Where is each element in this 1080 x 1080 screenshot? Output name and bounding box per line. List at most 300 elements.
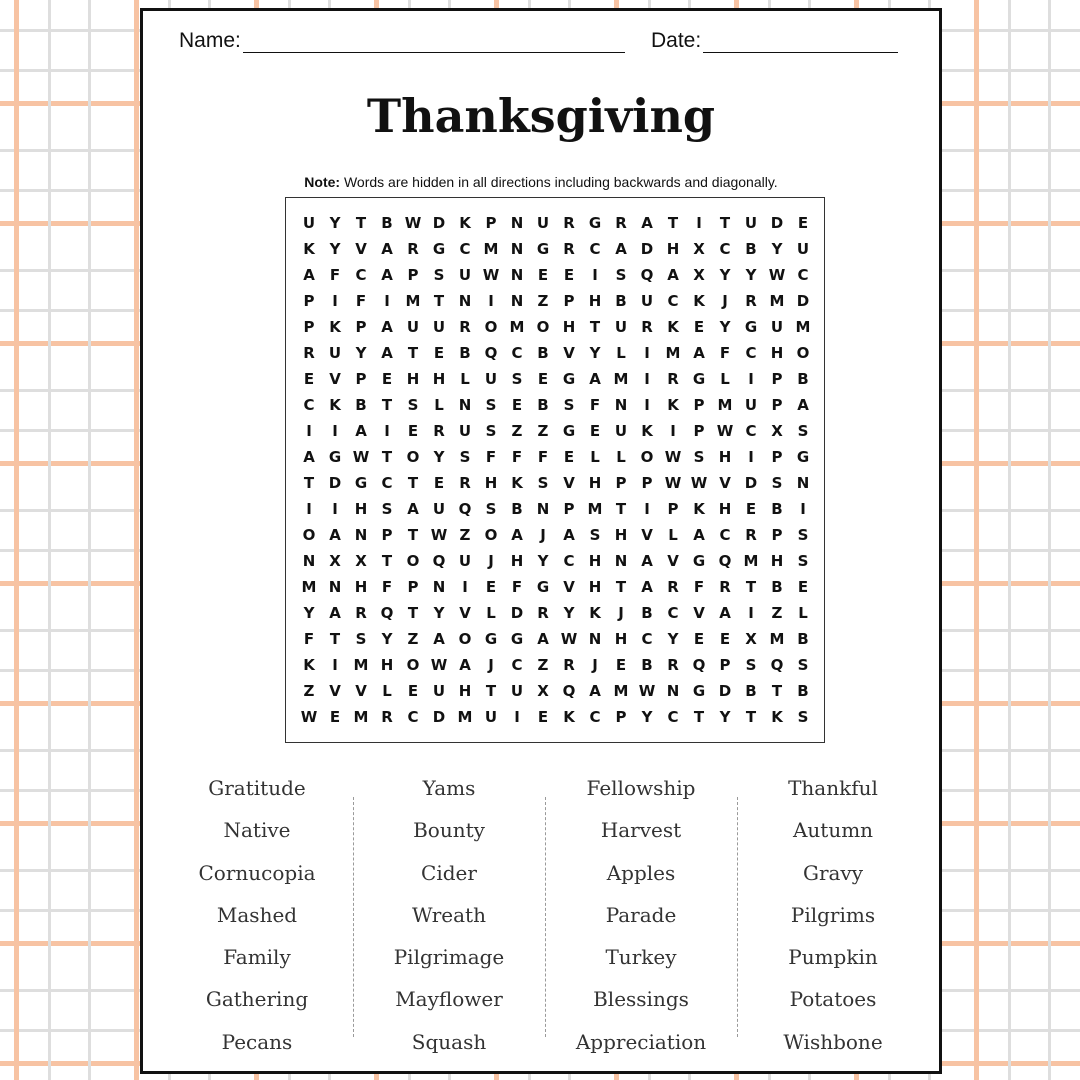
grid-letter[interactable]: T	[615, 578, 627, 596]
grid-letter[interactable]: T	[381, 448, 393, 466]
grid-letter[interactable]: M	[301, 578, 317, 596]
grid-letter[interactable]: Z	[407, 630, 419, 648]
grid-letter[interactable]: Z	[537, 422, 549, 440]
grid-letter[interactable]: C	[667, 292, 679, 310]
grid-letter[interactable]: F	[381, 578, 393, 596]
grid-letter[interactable]: R	[667, 656, 679, 674]
grid-letter[interactable]: R	[719, 578, 731, 596]
grid-letter[interactable]: E	[511, 396, 523, 414]
grid-letter[interactable]: S	[485, 422, 497, 440]
grid-letter[interactable]: C	[511, 344, 523, 362]
grid-letter[interactable]: I	[748, 370, 754, 388]
grid-letter[interactable]: G	[744, 318, 758, 336]
grid-letter[interactable]: B	[745, 682, 757, 700]
grid-letter[interactable]: H	[770, 344, 784, 362]
grid-letter[interactable]: G	[796, 448, 810, 466]
grid-letter[interactable]: U	[432, 500, 446, 518]
grid-letter[interactable]: L	[382, 682, 392, 700]
grid-letter[interactable]: P	[485, 214, 497, 232]
grid-letter[interactable]: V	[641, 526, 653, 544]
grid-letter[interactable]: X	[771, 422, 783, 440]
grid-letter[interactable]: O	[406, 448, 420, 466]
grid-letter[interactable]: W	[690, 474, 708, 492]
grid-letter[interactable]: R	[667, 370, 679, 388]
grid-letter[interactable]: U	[744, 214, 758, 232]
grid-letter[interactable]: S	[745, 656, 757, 674]
grid-letter[interactable]: M	[613, 370, 629, 388]
grid-letter[interactable]: I	[644, 344, 650, 362]
grid-letter[interactable]: H	[666, 240, 680, 258]
grid-letter[interactable]: T	[433, 292, 445, 310]
grid-letter[interactable]: E	[615, 656, 627, 674]
grid-letter[interactable]: X	[329, 552, 341, 570]
grid-letter[interactable]: U	[432, 318, 446, 336]
grid-letter[interactable]: A	[303, 266, 315, 284]
grid-letter[interactable]: U	[770, 318, 784, 336]
grid-letter[interactable]: J	[540, 526, 546, 544]
grid-letter[interactable]: G	[432, 240, 446, 258]
grid-letter[interactable]: P	[303, 318, 315, 336]
grid-letter[interactable]: D	[640, 240, 654, 258]
grid-letter[interactable]: S	[797, 422, 809, 440]
grid-letter[interactable]: P	[407, 266, 419, 284]
grid-letter[interactable]: R	[355, 604, 367, 622]
grid-letter[interactable]: T	[485, 682, 497, 700]
grid-letter[interactable]: F	[537, 448, 549, 466]
grid-letter[interactable]: P	[771, 448, 783, 466]
grid-letter[interactable]: P	[771, 370, 783, 388]
grid-letter[interactable]: V	[329, 682, 341, 700]
grid-letter[interactable]: H	[432, 370, 446, 388]
grid-letter[interactable]: O	[406, 656, 420, 674]
grid-letter[interactable]: N	[510, 266, 524, 284]
grid-letter[interactable]: O	[796, 344, 810, 362]
grid-letter[interactable]: L	[590, 448, 600, 466]
grid-letter[interactable]: F	[511, 578, 523, 596]
date-field[interactable]	[651, 29, 898, 53]
grid-letter[interactable]: U	[458, 552, 472, 570]
grid-letter[interactable]: T	[355, 214, 367, 232]
grid-letter[interactable]: D	[432, 708, 446, 726]
grid-letter[interactable]: C	[719, 240, 731, 258]
grid-letter[interactable]: M	[353, 656, 369, 674]
grid-letter[interactable]: K	[329, 396, 341, 414]
grid-letter[interactable]: Y	[537, 552, 549, 570]
grid-letter[interactable]: R	[563, 214, 575, 232]
grid-letter[interactable]: S	[433, 266, 445, 284]
grid-letter[interactable]: R	[381, 708, 393, 726]
grid-letter[interactable]: K	[641, 422, 653, 440]
grid-letter[interactable]: G	[328, 448, 342, 466]
grid-letter[interactable]: P	[693, 396, 705, 414]
grid-letter[interactable]: I	[748, 448, 754, 466]
grid-letter[interactable]: I	[332, 422, 338, 440]
grid-letter[interactable]: K	[459, 214, 471, 232]
grid-letter[interactable]: T	[589, 318, 601, 336]
grid-letter[interactable]: M	[405, 292, 421, 310]
grid-letter[interactable]: T	[407, 344, 419, 362]
grid-letter[interactable]: K	[693, 292, 705, 310]
grid-letter[interactable]: F	[485, 448, 497, 466]
grid-letter[interactable]: C	[355, 266, 367, 284]
grid-letter[interactable]: L	[616, 448, 626, 466]
grid-letter[interactable]: E	[303, 370, 315, 388]
grid-letter[interactable]: W	[352, 448, 370, 466]
grid-letter[interactable]: Y	[381, 630, 393, 648]
grid-letter[interactable]: J	[592, 656, 598, 674]
grid-letter[interactable]: M	[509, 318, 525, 336]
grid-letter[interactable]: B	[641, 604, 653, 622]
grid-letter[interactable]: E	[407, 682, 419, 700]
grid-letter[interactable]: T	[745, 708, 757, 726]
grid-letter[interactable]: C	[589, 240, 601, 258]
grid-letter[interactable]: N	[510, 292, 524, 310]
grid-letter[interactable]: N	[432, 578, 446, 596]
grid-letter[interactable]: L	[668, 526, 678, 544]
grid-letter[interactable]: E	[797, 578, 809, 596]
grid-letter[interactable]: I	[384, 292, 390, 310]
grid-letter[interactable]: E	[407, 422, 419, 440]
grid-letter[interactable]: F	[511, 448, 523, 466]
grid-letter[interactable]: Y	[355, 344, 367, 362]
grid-letter[interactable]: I	[748, 604, 754, 622]
grid-letter[interactable]: P	[615, 474, 627, 492]
grid-letter[interactable]: E	[563, 266, 575, 284]
grid-letter[interactable]: Q	[770, 656, 784, 674]
grid-letter[interactable]: V	[459, 604, 471, 622]
grid-letter[interactable]: J	[722, 292, 728, 310]
grid-letter[interactable]: Y	[563, 604, 575, 622]
grid-letter[interactable]: I	[644, 396, 650, 414]
grid-letter[interactable]: N	[458, 292, 472, 310]
grid-letter[interactable]: P	[355, 318, 367, 336]
grid-letter[interactable]: S	[537, 474, 549, 492]
grid-letter[interactable]: E	[563, 448, 575, 466]
grid-letter[interactable]: Y	[329, 214, 341, 232]
grid-letter[interactable]: I	[800, 500, 806, 518]
grid-letter[interactable]: F	[355, 292, 367, 310]
grid-letter[interactable]: G	[692, 552, 706, 570]
grid-letter[interactable]: M	[483, 240, 499, 258]
grid-letter[interactable]: U	[458, 266, 472, 284]
grid-letter[interactable]: T	[615, 500, 627, 518]
grid-letter[interactable]: G	[536, 240, 550, 258]
grid-letter[interactable]: B	[641, 656, 653, 674]
grid-letter[interactable]: Q	[640, 266, 654, 284]
grid-letter[interactable]: A	[381, 344, 393, 362]
grid-letter[interactable]: Y	[745, 266, 757, 284]
grid-letter[interactable]: I	[696, 214, 702, 232]
grid-letter[interactable]: Z	[511, 422, 523, 440]
grid-letter[interactable]: W	[430, 656, 448, 674]
grid-letter[interactable]: U	[510, 682, 524, 700]
grid-letter[interactable]: G	[484, 630, 498, 648]
grid-letter[interactable]: K	[771, 708, 783, 726]
grid-letter[interactable]: Y	[719, 266, 731, 284]
grid-letter[interactable]: V	[563, 578, 575, 596]
grid-letter[interactable]: B	[459, 344, 471, 362]
grid-letter[interactable]: W	[664, 448, 682, 466]
grid-letter[interactable]: U	[536, 214, 550, 232]
grid-letter[interactable]: B	[771, 500, 783, 518]
grid-letter[interactable]: N	[354, 526, 368, 544]
grid-letter[interactable]: S	[511, 370, 523, 388]
grid-letter[interactable]: K	[667, 396, 679, 414]
grid-letter[interactable]: E	[485, 578, 497, 596]
grid-letter[interactable]: A	[537, 630, 549, 648]
grid-letter[interactable]: R	[459, 318, 471, 336]
grid-letter[interactable]: U	[302, 214, 316, 232]
grid-letter[interactable]: A	[329, 526, 341, 544]
grid-letter[interactable]: P	[563, 500, 575, 518]
grid-letter[interactable]: M	[769, 292, 785, 310]
grid-letter[interactable]: C	[745, 422, 757, 440]
grid-letter[interactable]: M	[587, 500, 603, 518]
grid-letter[interactable]: W	[664, 474, 682, 492]
grid-letter[interactable]: I	[306, 422, 312, 440]
grid-letter[interactable]: Y	[641, 708, 653, 726]
grid-letter[interactable]: W	[404, 214, 422, 232]
grid-letter[interactable]: P	[771, 396, 783, 414]
grid-letter[interactable]: B	[381, 214, 393, 232]
grid-letter[interactable]: G	[354, 474, 368, 492]
grid-letter[interactable]: O	[458, 630, 472, 648]
grid-letter[interactable]: V	[355, 682, 367, 700]
grid-letter[interactable]: R	[303, 344, 315, 362]
grid-letter[interactable]: B	[537, 396, 549, 414]
grid-letter[interactable]: E	[693, 630, 705, 648]
grid-letter[interactable]: S	[615, 266, 627, 284]
grid-letter[interactable]: L	[434, 396, 444, 414]
grid-letter[interactable]: B	[511, 500, 523, 518]
grid-letter[interactable]: U	[614, 318, 628, 336]
grid-letter[interactable]: V	[329, 370, 341, 388]
grid-letter[interactable]: E	[433, 474, 445, 492]
grid-letter[interactable]: M	[665, 344, 681, 362]
grid-letter[interactable]: C	[381, 474, 393, 492]
grid-letter[interactable]: M	[717, 396, 733, 414]
grid-letter[interactable]: P	[771, 526, 783, 544]
grid-letter[interactable]: Q	[692, 656, 706, 674]
grid-letter[interactable]: H	[588, 474, 602, 492]
date-blank-line[interactable]	[703, 32, 898, 53]
grid-letter[interactable]: A	[459, 656, 471, 674]
grid-letter[interactable]: A	[719, 604, 731, 622]
grid-letter[interactable]: P	[615, 708, 627, 726]
grid-letter[interactable]: R	[745, 292, 757, 310]
grid-letter[interactable]: A	[407, 500, 419, 518]
grid-letter[interactable]: E	[719, 630, 731, 648]
grid-letter[interactable]: C	[719, 526, 731, 544]
grid-letter[interactable]: J	[618, 604, 624, 622]
grid-letter[interactable]: C	[589, 708, 601, 726]
grid-letter[interactable]: I	[644, 500, 650, 518]
grid-letter[interactable]: W	[430, 526, 448, 544]
grid-letter[interactable]: V	[563, 474, 575, 492]
grid-letter[interactable]: S	[485, 396, 497, 414]
grid-letter[interactable]: R	[433, 422, 445, 440]
grid-letter[interactable]: A	[381, 240, 393, 258]
grid-letter[interactable]: A	[667, 266, 679, 284]
grid-letter[interactable]: N	[614, 552, 628, 570]
grid-letter[interactable]: Y	[433, 448, 445, 466]
grid-letter[interactable]: S	[589, 526, 601, 544]
grid-letter[interactable]: S	[381, 500, 393, 518]
grid-letter[interactable]: H	[406, 370, 420, 388]
grid-letter[interactable]: V	[355, 240, 367, 258]
grid-letter[interactable]: I	[670, 422, 676, 440]
grid-letter[interactable]: M	[743, 552, 759, 570]
grid-letter[interactable]: I	[332, 656, 338, 674]
grid-letter[interactable]: U	[458, 422, 472, 440]
grid-letter[interactable]: A	[641, 214, 653, 232]
grid-letter[interactable]: R	[745, 526, 757, 544]
grid-letter[interactable]: V	[719, 474, 731, 492]
grid-letter[interactable]: H	[380, 656, 394, 674]
grid-letter[interactable]: A	[381, 266, 393, 284]
grid-letter[interactable]: N	[510, 240, 524, 258]
grid-letter[interactable]: B	[745, 240, 757, 258]
grid-letter[interactable]: Y	[667, 630, 679, 648]
grid-letter[interactable]: A	[615, 240, 627, 258]
grid-letter[interactable]: H	[510, 552, 524, 570]
grid-letter[interactable]: M	[353, 708, 369, 726]
grid-letter[interactable]: B	[797, 682, 809, 700]
grid-letter[interactable]: K	[511, 474, 523, 492]
grid-letter[interactable]: E	[537, 266, 549, 284]
grid-letter[interactable]: E	[381, 370, 393, 388]
grid-letter[interactable]: K	[303, 656, 315, 674]
grid-letter[interactable]: H	[458, 682, 472, 700]
grid-letter[interactable]: X	[745, 630, 757, 648]
grid-letter[interactable]: Q	[458, 500, 472, 518]
grid-letter[interactable]: B	[615, 292, 627, 310]
grid-letter[interactable]: K	[667, 318, 679, 336]
grid-letter[interactable]: E	[537, 370, 549, 388]
grid-letter[interactable]: K	[303, 240, 315, 258]
grid-letter[interactable]: O	[302, 526, 316, 544]
grid-letter[interactable]: I	[332, 292, 338, 310]
grid-letter[interactable]: Z	[303, 682, 315, 700]
grid-letter[interactable]: P	[641, 474, 653, 492]
grid-letter[interactable]: M	[795, 318, 811, 336]
grid-letter[interactable]: I	[592, 266, 598, 284]
grid-letter[interactable]: U	[744, 396, 758, 414]
grid-letter[interactable]: S	[771, 474, 783, 492]
grid-letter[interactable]: A	[589, 682, 601, 700]
grid-letter[interactable]: G	[510, 630, 524, 648]
grid-letter[interactable]: R	[407, 240, 419, 258]
grid-letter[interactable]: A	[381, 318, 393, 336]
grid-letter[interactable]: A	[693, 344, 705, 362]
grid-letter[interactable]: C	[459, 240, 471, 258]
grid-letter[interactable]: I	[514, 708, 520, 726]
grid-letter[interactable]: N	[588, 630, 602, 648]
grid-letter[interactable]: T	[407, 474, 419, 492]
grid-letter[interactable]: A	[797, 396, 809, 414]
grid-letter[interactable]: D	[718, 682, 732, 700]
grid-letter[interactable]: H	[562, 318, 576, 336]
grid-letter[interactable]: N	[614, 396, 628, 414]
grid-letter[interactable]: O	[536, 318, 550, 336]
grid-letter[interactable]: E	[693, 318, 705, 336]
grid-letter[interactable]: P	[355, 370, 367, 388]
grid-letter[interactable]: Y	[303, 604, 315, 622]
grid-letter[interactable]: J	[488, 656, 494, 674]
grid-letter[interactable]: T	[745, 578, 757, 596]
grid-letter[interactable]: A	[329, 604, 341, 622]
grid-letter[interactable]: I	[488, 292, 494, 310]
grid-letter[interactable]: D	[432, 214, 446, 232]
grid-letter[interactable]: Q	[718, 552, 732, 570]
grid-letter[interactable]: T	[329, 630, 341, 648]
grid-letter[interactable]: I	[384, 422, 390, 440]
grid-letter[interactable]: K	[589, 604, 601, 622]
grid-letter[interactable]: S	[797, 708, 809, 726]
grid-letter[interactable]: Z	[771, 604, 783, 622]
grid-letter[interactable]: U	[484, 370, 498, 388]
grid-letter[interactable]: I	[332, 500, 338, 518]
grid-letter[interactable]: W	[768, 266, 786, 284]
grid-letter[interactable]: R	[667, 578, 679, 596]
grid-letter[interactable]: A	[303, 448, 315, 466]
grid-letter[interactable]: Q	[562, 682, 576, 700]
grid-letter[interactable]: H	[614, 526, 628, 544]
grid-letter[interactable]: M	[769, 630, 785, 648]
grid-letter[interactable]: R	[563, 240, 575, 258]
grid-letter[interactable]: C	[745, 344, 757, 362]
grid-letter[interactable]: V	[693, 604, 705, 622]
grid-letter[interactable]: U	[796, 240, 810, 258]
grid-letter[interactable]: Z	[537, 656, 549, 674]
grid-letter[interactable]: Q	[380, 604, 394, 622]
grid-letter[interactable]: I	[462, 578, 468, 596]
grid-letter[interactable]: T	[407, 526, 419, 544]
grid-letter[interactable]: G	[692, 370, 706, 388]
grid-letter[interactable]: N	[536, 500, 550, 518]
grid-letter[interactable]: O	[406, 552, 420, 570]
grid-letter[interactable]: P	[667, 500, 679, 518]
grid-letter[interactable]: O	[484, 318, 498, 336]
grid-letter[interactable]: P	[563, 292, 575, 310]
grid-letter[interactable]: A	[589, 370, 601, 388]
grid-letter[interactable]: C	[511, 656, 523, 674]
grid-letter[interactable]: B	[355, 396, 367, 414]
grid-letter[interactable]: K	[329, 318, 341, 336]
grid-letter[interactable]: Y	[589, 344, 601, 362]
grid-letter[interactable]: X	[693, 240, 705, 258]
grid-letter[interactable]: Y	[433, 604, 445, 622]
grid-letter[interactable]: E	[433, 344, 445, 362]
grid-letter[interactable]: S	[563, 396, 575, 414]
grid-letter[interactable]: T	[719, 214, 731, 232]
grid-letter[interactable]: M	[457, 708, 473, 726]
grid-letter[interactable]: A	[563, 526, 575, 544]
grid-letter[interactable]: H	[770, 552, 784, 570]
grid-letter[interactable]: C	[797, 266, 809, 284]
grid-letter[interactable]: H	[588, 578, 602, 596]
grid-letter[interactable]: A	[641, 552, 653, 570]
grid-letter[interactable]: C	[667, 604, 679, 622]
grid-letter[interactable]: S	[407, 396, 419, 414]
grid-letter[interactable]: P	[407, 578, 419, 596]
grid-letter[interactable]: S	[485, 500, 497, 518]
grid-letter[interactable]: K	[693, 500, 705, 518]
grid-letter[interactable]: W	[560, 630, 578, 648]
grid-letter[interactable]: Y	[771, 240, 783, 258]
grid-letter[interactable]: W	[716, 422, 734, 440]
grid-letter[interactable]: V	[563, 344, 575, 362]
